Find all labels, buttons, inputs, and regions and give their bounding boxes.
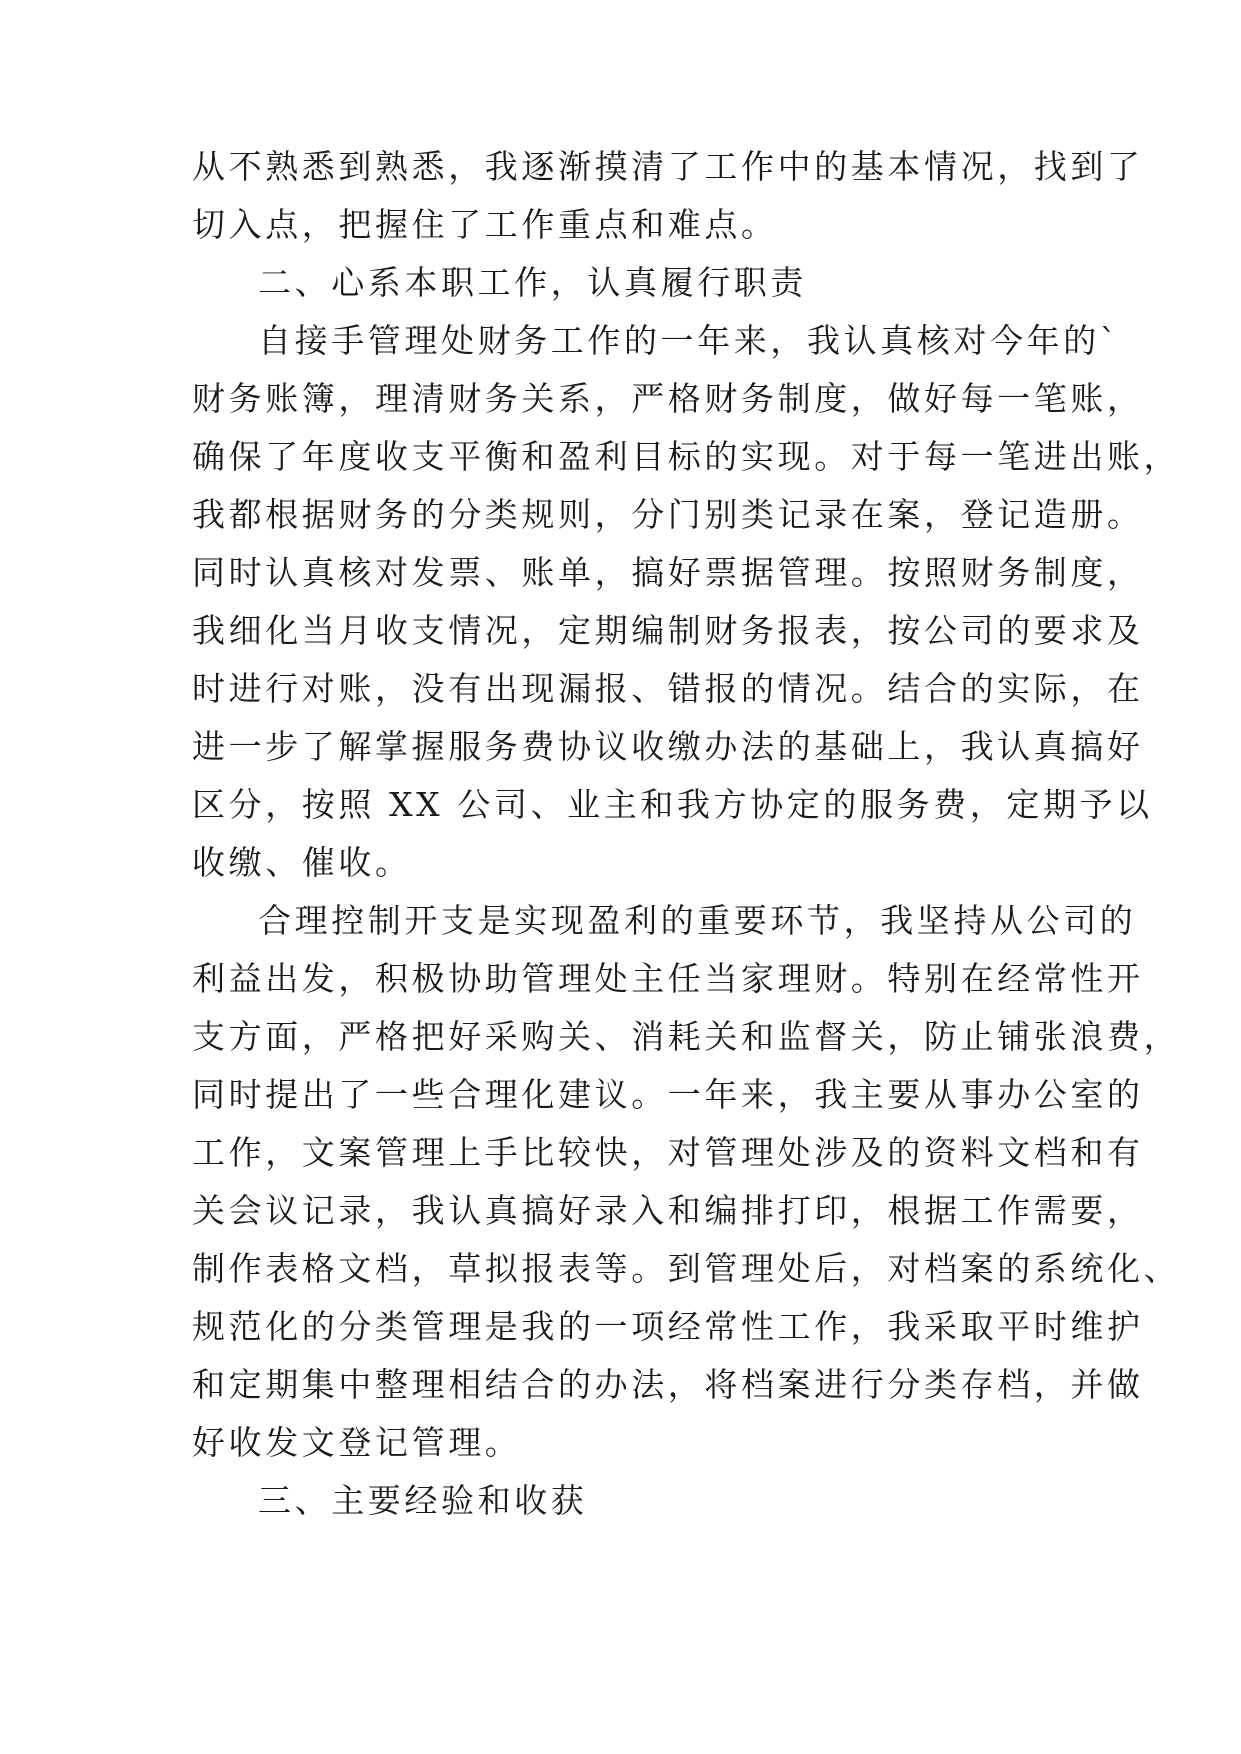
body-text-line: 我都根据财务的分类规则，分门别类记录在案，登记造册。 bbox=[192, 495, 1144, 534]
body-text-line: 进一步了解掌握服务费协议收缴办法的基础上，我认真搞好 bbox=[192, 727, 1144, 766]
body-text-line: 和定期集中整理相结合的办法，将档案进行分类存档，并做 bbox=[192, 1365, 1144, 1404]
body-text-line: 从不熟悉到熟悉，我逐渐摸清了工作中的基本情况，找到了 bbox=[192, 147, 1144, 186]
body-text-line: 支方面，严格把好采购关、消耗关和监督关，防止铺张浪费， bbox=[192, 1017, 1181, 1056]
body-text-line: 规范化的分类管理是我的一项经常性工作，我采取平时维护 bbox=[192, 1307, 1144, 1346]
section-heading-2: 二、心系本职工作，认真履行职责 bbox=[258, 263, 807, 302]
body-text-line: 关会议记录，我认真搞好录入和编排打印，根据工作需要， bbox=[192, 1191, 1144, 1230]
section-heading-3: 三、主要经验和收获 bbox=[258, 1481, 588, 1520]
body-text-line: 工作，文案管理上手比较快，对管理处涉及的资料文档和有 bbox=[192, 1133, 1144, 1172]
body-text-line: 确保了年度收支平衡和盈利目标的实现。对于每一笔进出账， bbox=[192, 437, 1181, 476]
body-text-line: 自接手管理处财务工作的一年来，我认真核对今年的` bbox=[258, 321, 1120, 360]
body-text-line: 利益出发，积极协助管理处主任当家理财。特别在经常性开 bbox=[192, 959, 1144, 998]
body-text-line: 同时提出了一些合理化建议。一年来，我主要从事办公室的 bbox=[192, 1075, 1144, 1114]
body-text-line: 切入点，把握住了工作重点和难点。 bbox=[192, 205, 778, 244]
body-text-line: 财务账簿，理清财务关系，严格财务制度，做好每一笔账， bbox=[192, 379, 1144, 418]
body-text-line: 收缴、催收。 bbox=[192, 843, 412, 882]
body-text-line: 我细化当月收支情况，定期编制财务报表，按公司的要求及 bbox=[192, 611, 1144, 650]
body-text-line: 时进行对账，没有出现漏报、错报的情况。结合的实际，在 bbox=[192, 669, 1144, 708]
body-text-line: 制作表格文档，草拟报表等。到管理处后，对档案的系统化、 bbox=[192, 1249, 1181, 1288]
body-text-line: 合理控制开支是实现盈利的重要环节，我坚持从公司的 bbox=[258, 901, 1137, 940]
body-text-line: 好收发文登记管理。 bbox=[192, 1423, 522, 1462]
body-text-line: 区分，按照 XX 公司、业主和我方协定的服务费，定期予以 bbox=[192, 785, 1153, 824]
body-text-line: 同时认真核对发票、账单，搞好票据管理。按照财务制度， bbox=[192, 553, 1144, 592]
